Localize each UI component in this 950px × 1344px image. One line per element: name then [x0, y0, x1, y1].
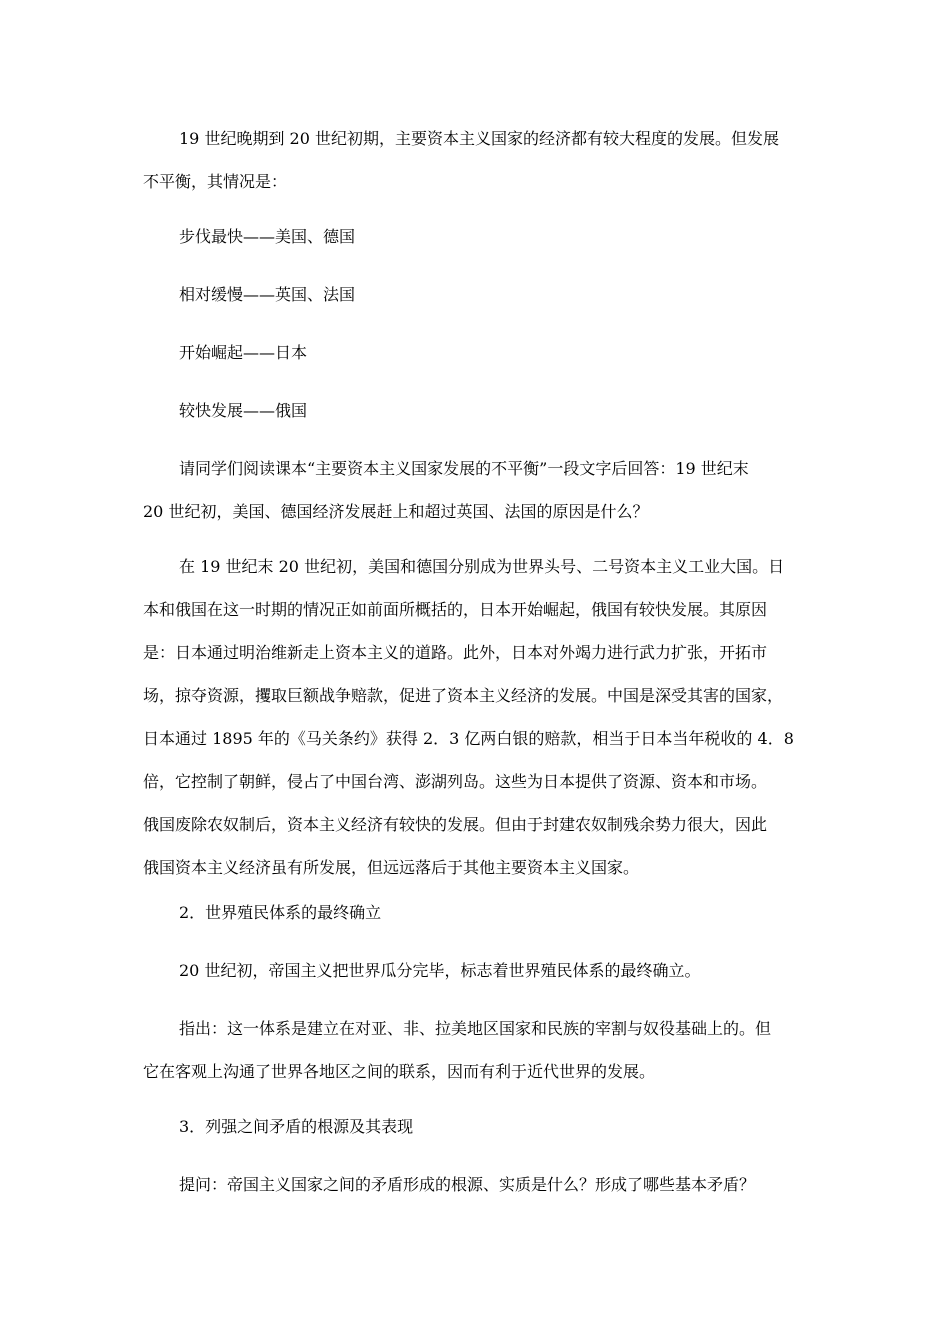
text-line: 是：日本通过明治维新走上资本主义的道路。此外，日本对外竭力进行武力扩张，开拓市	[143, 643, 768, 662]
text-line: 指出：这一体系是建立在对亚、非、拉美地区国家和民族的宰割与奴役基础上的。但	[179, 1019, 772, 1038]
section-heading: 3．列强之间矛盾的根源及其表现	[179, 1117, 414, 1136]
text-line: 在 19 世纪末 20 世纪初，美国和德国分别成为世界头号、二号资本主义工业大国。日	[179, 557, 785, 576]
text-line: 请同学们阅读课本“主要资本主义国家发展的不平衡”一段文字后回答：19 世纪末	[179, 459, 749, 478]
list-item: 较快发展——俄国	[179, 401, 308, 420]
text-line: 俄国资本主义经济虽有所发展，但远远落后于其他主要资本主义国家。	[143, 858, 640, 877]
text-line: 20 世纪初，美国、德国经济发展赶上和超过英国、法国的原因是什么？	[143, 502, 649, 521]
text-line: 场，掠夺资源，攫取巨额战争赔款，促进了资本主义经济的发展。中国是深受其害的国家，	[143, 686, 784, 705]
text-line: 不平衡，其情况是：	[143, 172, 288, 191]
text-line: 19 世纪晚期到 20 世纪初期，主要资本主义国家的经济都有较大程度的发展。但发展	[179, 129, 779, 148]
question-paragraph	[143, 454, 809, 526]
list-item: 开始崛起——日本	[179, 343, 308, 362]
section-heading: 2．世界殖民体系的最终确立	[179, 903, 382, 922]
point-out-paragraph	[143, 1014, 809, 1086]
answer-paragraph	[143, 552, 809, 882]
list-item: 步伐最快——美国、德国	[179, 227, 356, 246]
text-paragraph: 20 世纪初，帝国主义把世界瓜分完毕，标志着世界殖民体系的最终确立。	[179, 961, 701, 980]
list-item: 相对缓慢——英国、法国	[179, 285, 356, 304]
text-line: 它在客观上沟通了世界各地区之间的联系，因而有利于近代世界的发展。	[143, 1062, 656, 1081]
text-line: 倍，它控制了朝鲜，侵占了中国台湾、澎湖列岛。这些为日本提供了资源、资本和市场。	[143, 772, 768, 791]
intro-paragraph	[143, 124, 809, 196]
text-line: 俄国废除农奴制后，资本主义经济有较快的发展。但由于封建农奴制残余势力很大，因此	[143, 815, 768, 834]
text-paragraph: 提问：帝国主义国家之间的矛盾形成的根源、实质是什么？形成了哪些基本矛盾？	[179, 1175, 756, 1194]
text-line: 日本通过 1895 年的《马关条约》获得 2．3 亿两白银的赔款，相当于日本当年税收的 4．8	[143, 729, 794, 748]
text-line: 本和俄国在这一时期的情况正如前面所概括的，日本开始崛起，俄国有较快发展。其原因	[143, 600, 768, 619]
